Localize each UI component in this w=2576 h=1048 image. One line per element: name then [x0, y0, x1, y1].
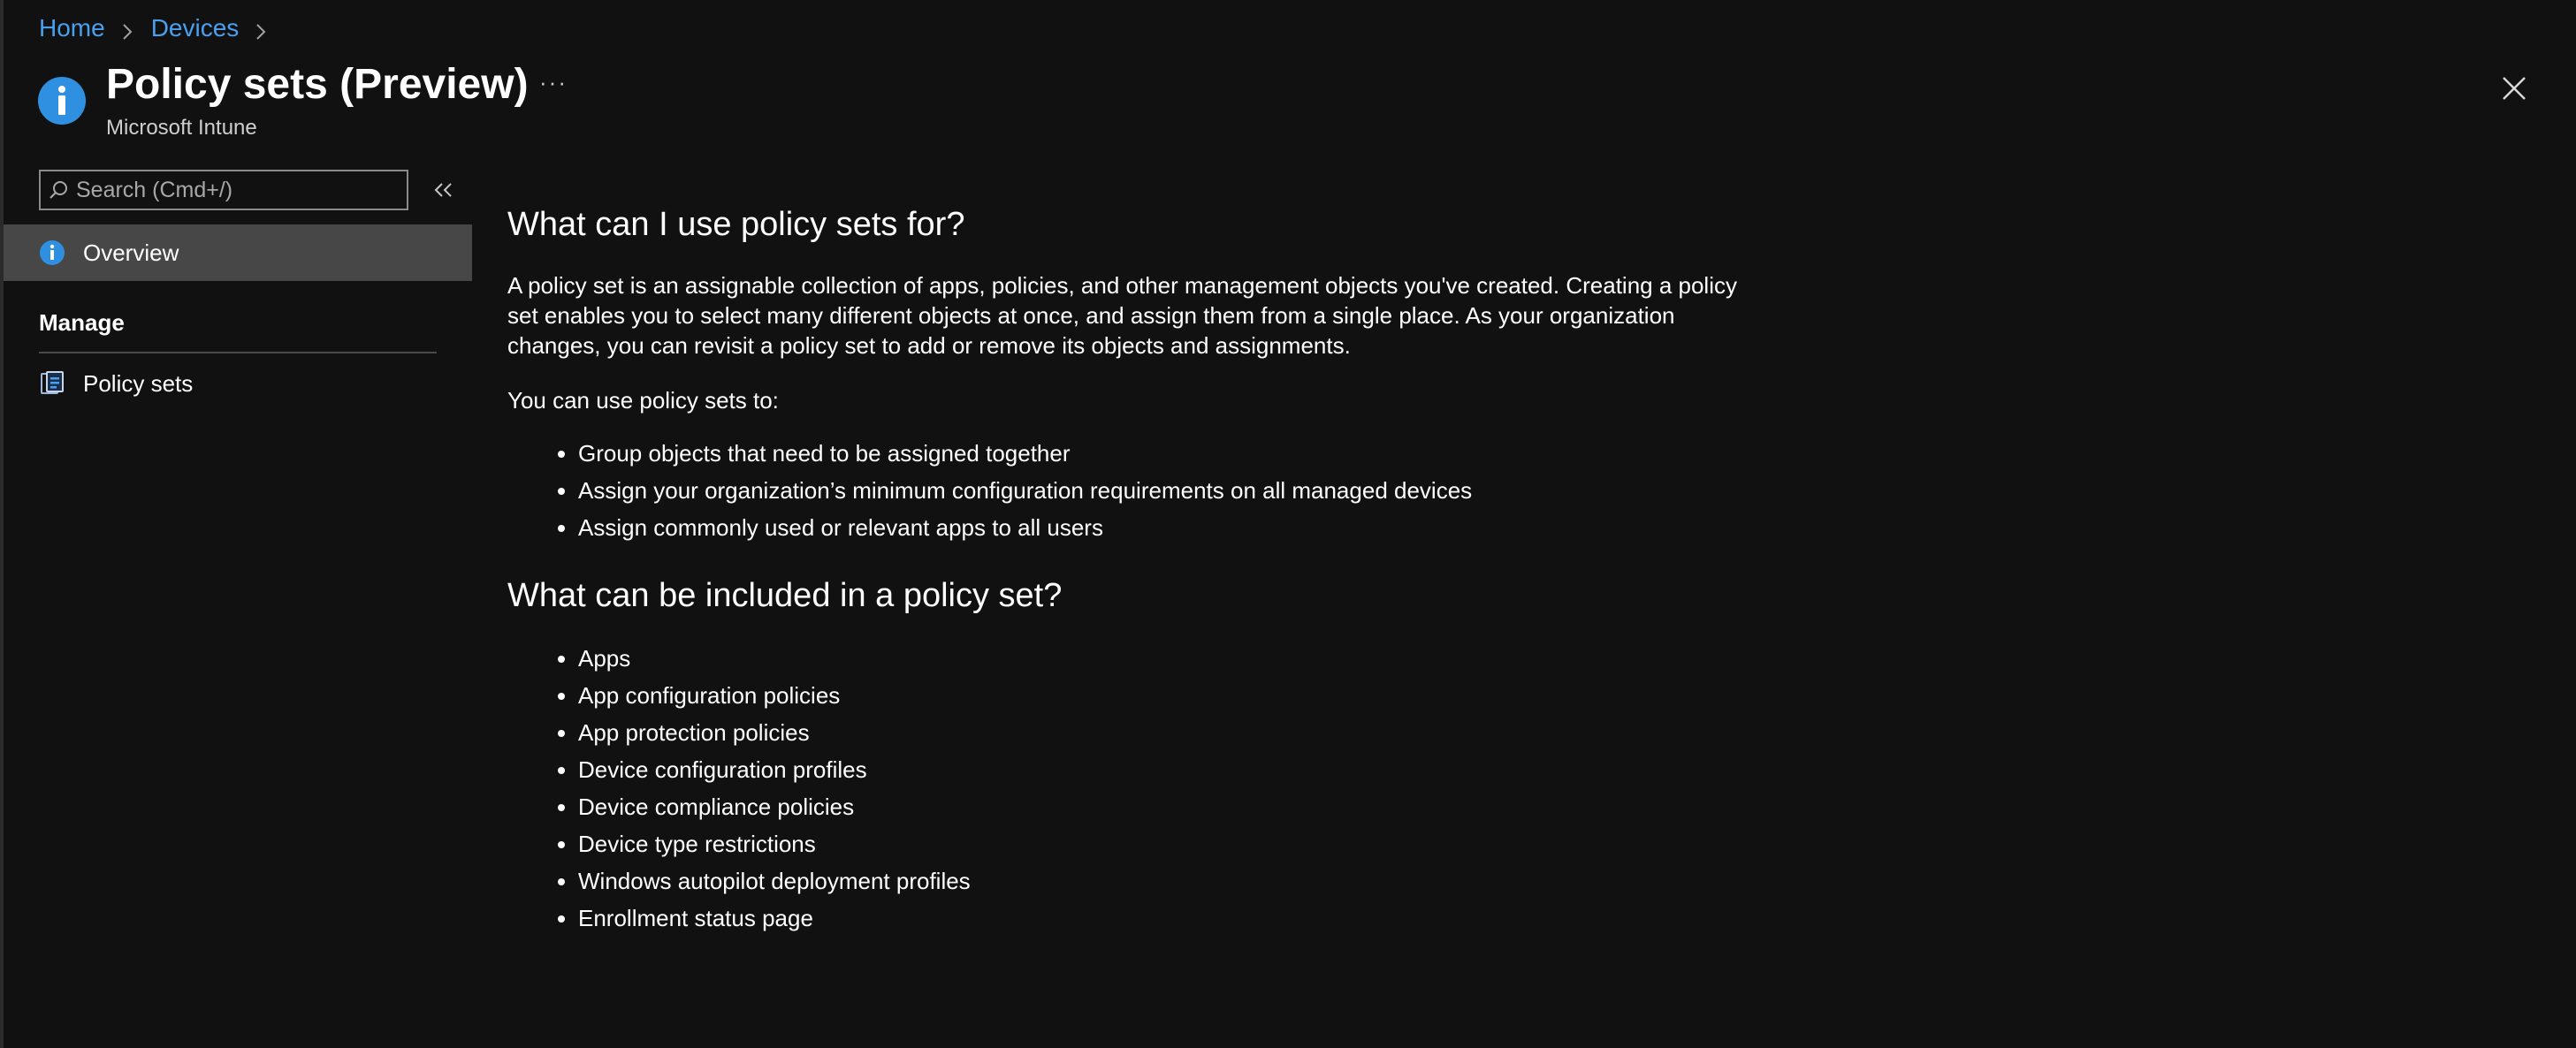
list-item: • Apps [578, 640, 1816, 677]
divider [39, 352, 437, 353]
chevron-right-icon [121, 22, 133, 34]
page-subtitle: Microsoft Intune [106, 116, 257, 140]
section-title-included: What can be included in a policy set? [507, 577, 1063, 614]
section-title-what-for: What can I use policy sets for? [507, 206, 965, 243]
list-item: • Assign commonly used or relevant apps to all users [578, 509, 1816, 546]
search-icon [41, 171, 76, 209]
list-item: • Device compliance policies [578, 788, 1816, 825]
breadcrumb-home-link[interactable]: Home [39, 14, 105, 42]
close-icon [2496, 71, 2532, 106]
sidebar-section-heading: Manage [39, 309, 125, 336]
sidebar-item-policy-sets[interactable] [4, 362, 472, 405]
list-item: • Group objects that need to be assigned together [578, 435, 1816, 472]
breadcrumb [39, 12, 285, 44]
info-icon [37, 76, 87, 125]
info-icon [39, 239, 65, 266]
close-button[interactable] [2496, 71, 2532, 106]
sidebar-item-label: Overview [83, 239, 179, 266]
list-item: • Device type restrictions [578, 825, 1816, 862]
more-options-button[interactable]: ··· [539, 69, 568, 95]
search-box[interactable] [39, 170, 408, 210]
description-paragraph: A policy set is an assignable collection of apps, policies, and other management objects you've created. Creating a policy set enables you to select many different objects at once, and assign them from a single place. As your organization changes, you can revisit a policy set to add or remove its objects and assignments. [507, 272, 1737, 359]
policy-sets-icon [39, 370, 65, 397]
list-item: • Enrollment status page [578, 900, 1816, 937]
list-item: • Assign your organization’s minimum configuration requirements on all managed devices [578, 472, 1816, 509]
list-item: • App configuration policies [578, 677, 1816, 714]
breadcrumb-devices-link[interactable]: Devices [150, 14, 240, 42]
chevron-right-icon [255, 22, 267, 34]
search-input[interactable] [76, 172, 407, 208]
list-item: • App protection policies [578, 714, 1816, 751]
use-list [507, 435, 1816, 546]
sidebar-item-label: Policy sets [83, 369, 194, 397]
list-item: • Device configuration profiles [578, 751, 1816, 788]
window-edge [0, 0, 4, 1048]
use-intro-text: You can use policy sets to: [507, 387, 779, 414]
double-chevron-left-icon [431, 177, 456, 203]
collapse-sidebar-button[interactable] [431, 177, 456, 203]
page-title: Policy sets (Preview) [106, 61, 529, 108]
included-list [507, 640, 1816, 937]
sidebar-item-overview[interactable] [4, 224, 472, 281]
list-item: • Windows autopilot deployment profiles [578, 862, 1816, 900]
